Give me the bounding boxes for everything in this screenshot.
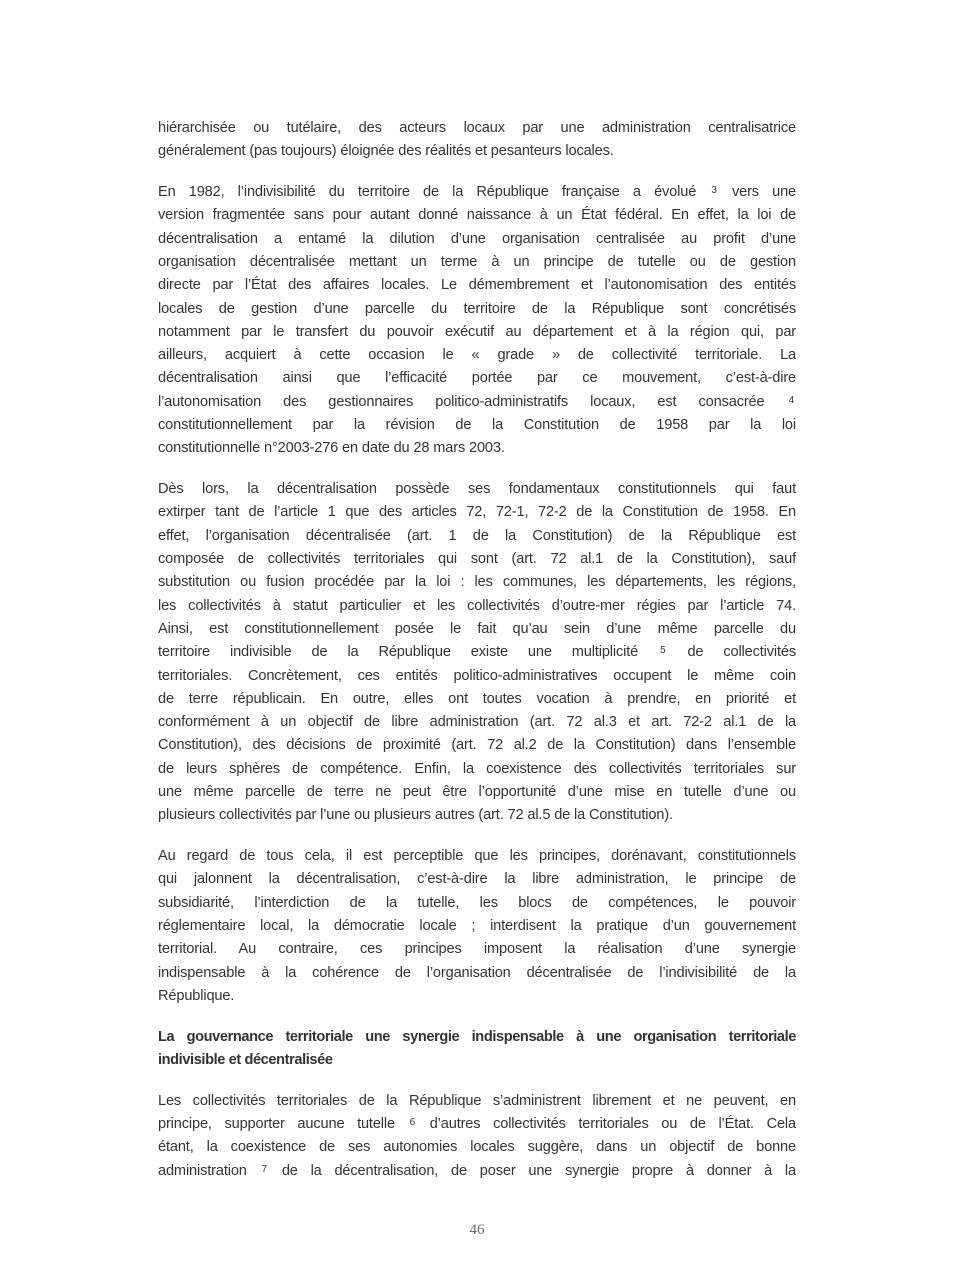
text-line bbox=[158, 665, 796, 688]
text-segment: République. bbox=[158, 987, 235, 1004]
text-segment: subsidiarité, l’interdiction de la tutelle, les blocs de compétences, le pouvoir bbox=[158, 894, 796, 911]
text-segment: de la décentralisation, de poser une synergie propre à donner à la bbox=[269, 1162, 796, 1179]
text-segment: organisation décentralisée mettant un terme à un principe de tutelle ou de gestion bbox=[158, 253, 796, 270]
text-segment: directe par l’État des affaires locales. Le démembrement et l’autonomisation des entités bbox=[158, 277, 796, 294]
text-line bbox=[158, 985, 796, 1008]
paragraph bbox=[158, 181, 796, 461]
text-line bbox=[158, 1113, 796, 1136]
text-segment: constitutionnelle n°2003-276 en date du 28 mars 2003. bbox=[158, 440, 505, 457]
text-line bbox=[158, 344, 796, 367]
text-line bbox=[158, 618, 796, 641]
paragraph bbox=[158, 478, 796, 827]
text-line bbox=[158, 781, 796, 804]
text-segment: Au regard de tous cela, il est perceptible que les principes, dorénavant, constitutionnels bbox=[158, 848, 796, 865]
text-segment: substitution ou fusion procédée par la loi : les communes, les départements, les régions, bbox=[158, 574, 796, 591]
text-line bbox=[158, 734, 796, 757]
text-segment: de collectivités bbox=[667, 644, 796, 661]
text-segment: étant, la coexistence de ses autonomies locales suggère, dans un objectif de bonne bbox=[158, 1139, 796, 1156]
text-line bbox=[158, 321, 796, 344]
text-line bbox=[158, 962, 796, 985]
text-segment: composée de collectivités territoriales qui sont (art. 72 al.1 de la Constitution), sauf bbox=[158, 551, 796, 568]
text-segment: La gouvernance territoriale une synergie indispensable à une organisation territoriale bbox=[158, 1028, 796, 1045]
text-line bbox=[158, 204, 796, 227]
text-line bbox=[158, 1026, 796, 1049]
text-line bbox=[158, 758, 796, 781]
text-line bbox=[158, 1049, 796, 1072]
text-line bbox=[158, 892, 796, 915]
text-segment: principe, supporter aucune tutelle bbox=[158, 1116, 408, 1133]
text-line bbox=[158, 571, 796, 594]
text-segment: de terre républicain. En outre, elles ont toutes vocation à prendre, en priorité et bbox=[158, 690, 796, 707]
paragraph bbox=[158, 1090, 796, 1183]
footnote-reference[interactable]: 5 bbox=[660, 645, 666, 657]
text-line bbox=[158, 711, 796, 734]
text-line bbox=[158, 274, 796, 297]
text-segment: indivisible et décentralisée bbox=[158, 1051, 333, 1068]
text-line bbox=[158, 595, 796, 618]
text-segment: généralement (pas toujours) éloignée des réalités et pesanteurs locales. bbox=[158, 143, 614, 160]
text-line bbox=[158, 1136, 796, 1159]
footnote-reference[interactable]: 4 bbox=[788, 394, 794, 406]
text-segment: En 1982, l’indivisibilité du territoire de la République française a évolué bbox=[158, 184, 710, 201]
text-segment: décentralisation ainsi que l’efficacité portée par ce mouvement, c’est-à-dire bbox=[158, 370, 796, 387]
footnote-reference[interactable]: 3 bbox=[711, 185, 717, 197]
text-segment: Ainsi, est constitutionnellement posée le fait qu’au sein d’une même parcelle du bbox=[158, 620, 796, 637]
text-segment: extirper tant de l’article 1 que des articles 72, 72-1, 72-2 de la Constitution de 1958. En bbox=[158, 504, 796, 521]
text-segment: vers une bbox=[718, 184, 796, 201]
text-segment: Constitution), des décisions de proximité (art. 72 al.2 de la Constitution) dans l’ensemble bbox=[158, 737, 796, 754]
text-line bbox=[158, 804, 796, 827]
text-segment: territoriales. Concrètement, ces entités politico-administratives occupent le même coin bbox=[158, 667, 796, 684]
text-segment: plusieurs collectivités par l’une ou plusieurs autres (art. 72 al.5 de la Constitution). bbox=[158, 807, 673, 824]
text-segment: une même parcelle de terre ne peut être l’opportunité d’une mise en tutelle d’une ou bbox=[158, 784, 796, 801]
text-segment: d’autres collectivités territoriales ou de l’État. Cela bbox=[417, 1116, 796, 1133]
text-line bbox=[158, 140, 796, 163]
text-line bbox=[158, 437, 796, 460]
text-segment: Dès lors, la décentralisation possède ses fondamentaux constitutionnels qui faut bbox=[158, 481, 796, 498]
paragraph bbox=[158, 117, 796, 164]
text-line bbox=[158, 688, 796, 711]
paragraph bbox=[158, 845, 796, 1008]
text-segment: Les collectivités territoriales de la République s’administrent librement et ne peuvent, en bbox=[158, 1092, 796, 1109]
text-line bbox=[158, 367, 796, 390]
text-line bbox=[158, 478, 796, 501]
text-segment: indispensable à la cohérence de l’organisation décentralisée de l’indivisibilité de la bbox=[158, 964, 796, 981]
text-line bbox=[158, 501, 796, 524]
text-line bbox=[158, 117, 796, 140]
text-segment: notamment par le transfert du pouvoir exécutif au département et à la région qui, par bbox=[158, 323, 796, 340]
text-line bbox=[158, 641, 796, 664]
text-line bbox=[158, 1090, 796, 1113]
text-line bbox=[158, 391, 796, 414]
text-segment: constitutionnellement par la révision de la Constitution de 1958 par la loi bbox=[158, 417, 796, 434]
text-segment: hiérarchisée ou tutélaire, des acteurs locaux par une administration centralisatrice bbox=[158, 120, 796, 136]
text-segment: décentralisation a entamé la dilution d’une organisation centralisée au profit d’une bbox=[158, 230, 796, 247]
document-body bbox=[158, 117, 796, 1200]
text-line bbox=[158, 548, 796, 571]
text-line bbox=[158, 181, 796, 204]
page-number: 46 bbox=[469, 1222, 485, 1238]
text-line bbox=[158, 251, 796, 274]
text-segment: l’autonomisation des gestionnaires politico-administratifs locaux, est consacrée bbox=[158, 393, 787, 410]
footnote-reference[interactable]: 6 bbox=[409, 1117, 416, 1129]
section-heading bbox=[158, 1026, 796, 1073]
text-line bbox=[158, 298, 796, 321]
text-line bbox=[158, 525, 796, 548]
text-line bbox=[158, 915, 796, 938]
text-segment: version fragmentée sans pour autant donné naissance à un État fédéral. En effet, la loi de bbox=[158, 207, 796, 224]
text-segment: de leurs sphères de compétence. Enfin, la coexistence des collectivités territoriales sur bbox=[158, 760, 796, 777]
text-segment: ailleurs, acquiert à cette occasion le « grade » de collectivité territoriale. La bbox=[158, 347, 796, 364]
text-segment: réglementaire local, la démocratie locale ; interdisent la pratique d’un gouvernement bbox=[158, 918, 796, 934]
text-segment: locales de gestion d’une parcelle du territoire de la République sont concrétisés bbox=[158, 300, 796, 317]
text-segment: conformément à un objectif de libre administration (art. 72 al.3 et art. 72-2 al.1 de la bbox=[158, 714, 796, 731]
text-segment: territoire indivisible de la République existe une multiplicité bbox=[158, 644, 659, 661]
text-line bbox=[158, 1160, 796, 1183]
text-segment: administration bbox=[158, 1162, 260, 1179]
text-segment: effet, l’organisation décentralisée (art. 1 de la Constitution) de la République est bbox=[158, 527, 796, 544]
text-segment: qui jalonnent la décentralisation, c’est-à-dire la libre administration, le principe de bbox=[158, 871, 796, 888]
text-line bbox=[158, 938, 796, 961]
text-line bbox=[158, 868, 796, 891]
text-line bbox=[158, 414, 796, 437]
text-segment: les collectivités à statut particulier et les collectivités d’outre-mer régies par l’article 74. bbox=[158, 597, 796, 614]
text-line bbox=[158, 228, 796, 251]
footnote-reference[interactable]: 7 bbox=[261, 1163, 267, 1175]
text-segment: territorial. Au contraire, ces principes imposent la réalisation d’une synergie bbox=[158, 941, 796, 958]
text-line bbox=[158, 845, 796, 868]
